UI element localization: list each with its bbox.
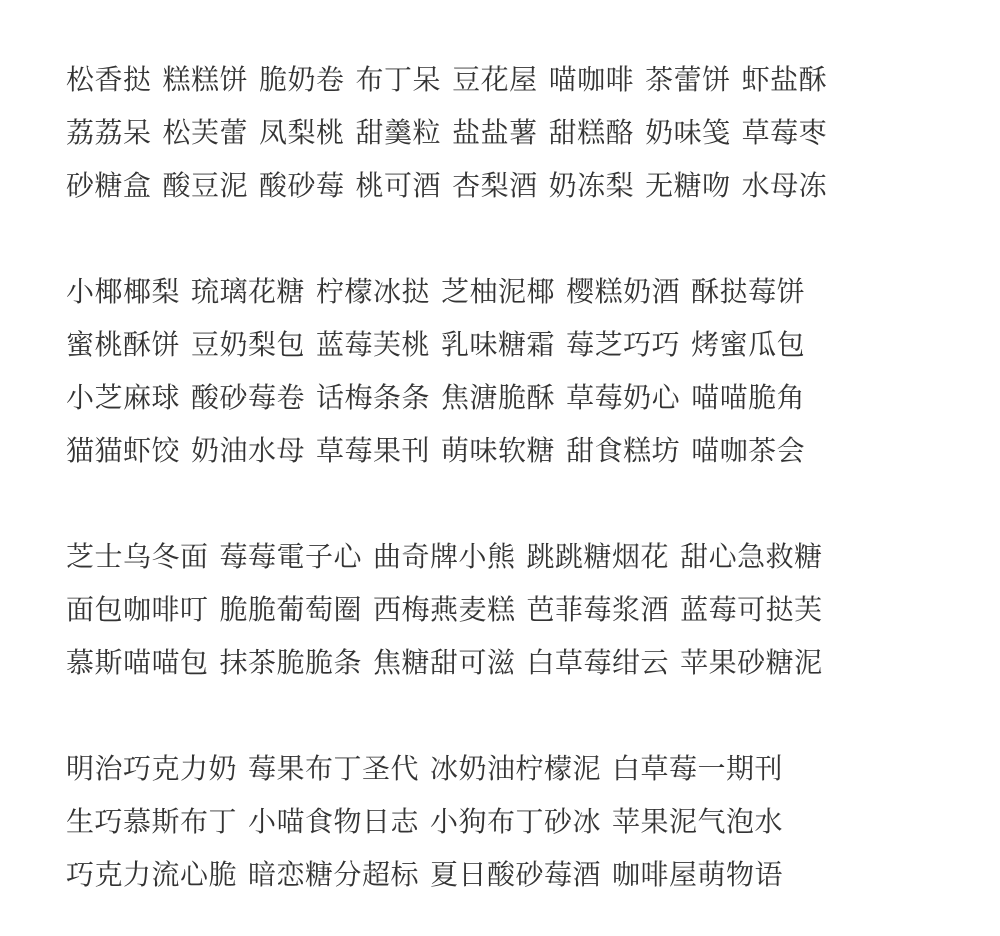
name-item: 甜心急救糖 [680,540,823,573]
name-item: 巧克力流心脆 [66,858,238,891]
name-item: 蜜桃酥饼 [66,328,181,361]
name-item: 慕斯喵喵包 [66,646,209,679]
name-item: 虾盐酥 [741,63,828,96]
name-item: 苹果砂糖泥 [680,646,823,679]
name-item: 夏日酸砂莓酒 [430,858,602,891]
name-item: 水母冻 [741,169,828,202]
name-item: 生巧慕斯布丁 [66,805,238,838]
name-item: 跳跳糖烟花 [526,540,670,573]
name-item: 猫猫虾饺 [66,434,181,467]
name-item: 话梅条条 [316,381,431,414]
name-item: 酸砂莓卷 [191,381,306,414]
name-line [66,159,1000,212]
name-item: 甜羹粒 [355,116,442,149]
name-line [66,583,1000,636]
name-line [66,53,1000,106]
name-item: 喵咖茶会 [691,434,806,467]
name-item: 松香挞 [66,63,152,96]
name-item: 明治巧克力奶 [66,752,238,785]
name-item: 无糖吻 [645,169,731,202]
name-item: 杏梨酒 [452,169,538,202]
name-item: 桃可酒 [355,169,442,202]
name-item: 萌味软糖 [441,434,556,467]
name-item: 酸豆泥 [162,169,249,202]
name-item: 小芝麻球 [66,381,181,414]
name-item: 焦溏脆酥 [441,381,556,414]
name-group-3 [66,530,1000,689]
name-item: 喵喵脆角 [691,381,806,414]
name-item: 白草莓绀云 [526,646,670,679]
name-item: 奶味笺 [645,116,731,149]
name-line [66,742,1000,795]
name-item: 甜糕酪 [548,116,635,149]
name-item: 奶油水母 [191,434,306,467]
name-line [66,371,1000,424]
name-item: 酥挞莓饼 [691,275,806,308]
name-item: 喵咖啡 [548,63,635,96]
name-item: 酸砂莓 [259,169,345,202]
name-group-1 [66,53,1000,212]
name-item: 布丁呆 [355,63,442,96]
name-item: 暗恋糖分超标 [248,858,420,891]
name-line [66,106,1000,159]
name-item: 樱糕奶酒 [566,275,681,308]
name-item: 砂糖盒 [66,169,152,202]
name-item: 草莓枣 [741,116,828,149]
name-item: 乳味糖霜 [441,328,556,361]
name-item: 蓝莓可挞芙 [680,593,823,626]
name-item: 烤蜜瓜包 [691,328,806,361]
name-item: 荔荔呆 [66,116,152,149]
name-item: 甜食糕坊 [566,434,681,467]
name-item: 苹果泥气泡水 [612,805,784,838]
name-line [66,318,1000,371]
name-item: 莓莓電子心 [219,540,363,573]
name-line [66,530,1000,583]
name-item: 西梅燕麦糕 [373,593,516,626]
name-group-2 [66,265,1000,477]
name-item: 茶蕾饼 [645,63,731,96]
name-item: 冰奶油柠檬泥 [430,752,602,785]
name-item: 豆花屋 [452,63,538,96]
name-item: 蓝莓芙桃 [316,328,431,361]
name-item: 凤梨桃 [259,116,345,149]
name-item: 脆脆葡萄圈 [219,593,363,626]
name-item: 芭菲莓浆酒 [526,593,670,626]
name-line [66,424,1000,477]
name-item: 小狗布丁砂冰 [430,805,602,838]
name-item: 脆奶卷 [259,63,345,96]
name-item: 白草莓一期刊 [612,752,784,785]
name-line [66,636,1000,689]
name-item: 小椰椰梨 [66,275,181,308]
name-item: 草莓奶心 [566,381,681,414]
name-item: 小喵食物日志 [248,805,420,838]
name-item: 松芙蕾 [162,116,249,149]
name-item: 咖啡屋萌物语 [612,858,784,891]
name-item: 焦糖甜可滋 [373,646,516,679]
name-item: 芝士乌冬面 [66,540,209,573]
name-line [66,795,1000,848]
name-item: 豆奶梨包 [191,328,306,361]
name-line [66,265,1000,318]
name-item: 柠檬冰挞 [316,275,431,308]
name-item: 芝柚泥椰 [441,275,556,308]
name-item: 盐盐薯 [452,116,538,149]
name-item: 面包咖啡叮 [66,593,209,626]
name-item: 曲奇牌小熊 [373,540,516,573]
name-item: 糕糕饼 [162,63,249,96]
name-item: 琉璃花糖 [191,275,306,308]
name-item: 抹茶脆脆条 [219,646,363,679]
name-line [66,848,1000,901]
name-item: 莓芝巧巧 [566,328,681,361]
name-item: 草莓果刊 [316,434,431,467]
name-group-4 [66,742,1000,901]
name-item: 奶冻梨 [548,169,635,202]
name-item: 莓果布丁圣代 [248,752,420,785]
